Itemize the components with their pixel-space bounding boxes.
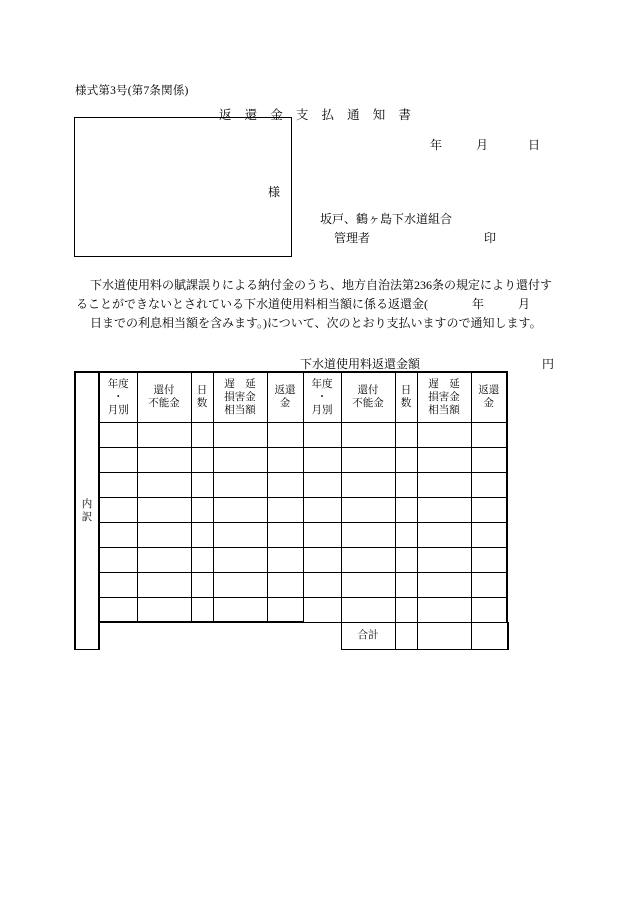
- cell-nissu-right[interactable]: [395, 522, 417, 547]
- cell-nissu-left[interactable]: [191, 447, 213, 472]
- cell-henkan-left[interactable]: [267, 597, 303, 622]
- cell-nendo-right[interactable]: [303, 547, 341, 572]
- cell-nendo-right[interactable]: [303, 522, 341, 547]
- addressee-suffix: 様: [268, 185, 281, 199]
- cell-henkan-left[interactable]: [267, 422, 303, 447]
- cell-kanpu-right[interactable]: [341, 597, 395, 622]
- header-chien-left-3: 相当額: [224, 404, 256, 416]
- breakdown-table: [74, 371, 509, 650]
- cell-nissu-left[interactable]: [191, 572, 213, 597]
- header-nissu-right-1: 日: [400, 385, 412, 397]
- table-row: [75, 572, 508, 597]
- refund-amount-unit: 円: [542, 357, 555, 371]
- cell-nendo-left[interactable]: [99, 497, 137, 522]
- cell-nissu-left[interactable]: [191, 522, 213, 547]
- cell-kanpu-left[interactable]: [137, 597, 191, 622]
- issue-date-year: 年: [430, 138, 443, 152]
- cell-kanpu-right[interactable]: [341, 447, 395, 472]
- header-henkan-right-2: 金: [483, 398, 494, 410]
- cell-nissu-right[interactable]: [395, 472, 417, 497]
- cell-nissu-right[interactable]: [395, 572, 417, 597]
- total-chien[interactable]: [471, 622, 507, 649]
- header-chien-left-1: 遅 延: [224, 378, 256, 390]
- table-row: [75, 522, 508, 547]
- cell-henkan-left[interactable]: [267, 547, 303, 572]
- body-line-3: 日までの利息相当額を含みます。)について、次のとおり支払いますので通知します。: [90, 316, 542, 330]
- header-chien-left: [213, 372, 267, 422]
- header-nendo-left-1: 年度: [107, 378, 129, 390]
- cell-henkan-left[interactable]: [267, 472, 303, 497]
- cell-kanpu-left[interactable]: [137, 422, 191, 447]
- cell-kanpu-right[interactable]: [341, 497, 395, 522]
- cell-chien-right[interactable]: [417, 422, 471, 447]
- cell-kanpu-right[interactable]: [341, 572, 395, 597]
- table-row: [75, 597, 508, 622]
- cell-nendo-left[interactable]: [99, 597, 137, 622]
- addressee-box: [74, 117, 292, 257]
- cell-nissu-right[interactable]: [395, 597, 417, 622]
- cell-nendo-right[interactable]: [303, 597, 341, 622]
- cell-nissu-left[interactable]: [191, 597, 213, 622]
- cell-nissu-right[interactable]: [395, 447, 417, 472]
- total-label-cell: 合計: [341, 622, 395, 649]
- cell-henkan-right[interactable]: [471, 522, 507, 547]
- header-nendo-right-2: ・: [316, 391, 328, 403]
- header-nissu-right: [395, 372, 417, 422]
- header-kanpu-left-2: 不能金: [148, 398, 180, 410]
- cell-nendo-left[interactable]: [99, 572, 137, 597]
- total-kanpu[interactable]: [395, 622, 417, 649]
- total-spacer-2: [137, 622, 191, 649]
- issuer-organization: 坂戸、鶴ヶ島下水道組合: [320, 212, 453, 226]
- cell-nissu-right[interactable]: [395, 422, 417, 447]
- header-nendo-right-1: 年度: [311, 378, 333, 390]
- cell-nissu-left[interactable]: [191, 422, 213, 447]
- header-kanpu-left-1: 還付: [153, 385, 175, 397]
- cell-nendo-right[interactable]: [303, 447, 341, 472]
- breakdown-label-char1: 内: [81, 498, 93, 510]
- header-nendo-right-3: 月別: [311, 404, 333, 416]
- cell-kanpu-left[interactable]: [137, 472, 191, 497]
- cell-kanpu-right[interactable]: [341, 472, 395, 497]
- table-header-row: [75, 372, 508, 422]
- body-line-2-text: ることができないとされている下水道使用料相当額に係る返還金(: [76, 297, 428, 311]
- table-row: [75, 497, 508, 522]
- cell-henkan-right[interactable]: [471, 447, 507, 472]
- cell-nendo-left[interactable]: [99, 447, 137, 472]
- cell-chien-right[interactable]: [417, 522, 471, 547]
- header-henkan-right: [471, 372, 507, 422]
- body-line-2-year: 年: [472, 297, 485, 311]
- cell-kanpu-right[interactable]: [341, 422, 395, 447]
- cell-chien-right[interactable]: [417, 597, 471, 622]
- cell-kanpu-right[interactable]: [341, 547, 395, 572]
- cell-henkan-right[interactable]: [471, 597, 507, 622]
- cell-kanpu-left[interactable]: [137, 497, 191, 522]
- issuer-role: 管理者: [334, 231, 371, 245]
- header-chien-left-2: 損害金: [224, 391, 256, 403]
- cell-nissu-left[interactable]: [191, 472, 213, 497]
- total-spacer-6: [303, 622, 341, 649]
- cell-henkan-left[interactable]: [267, 572, 303, 597]
- header-nendo-right: [303, 372, 341, 422]
- cell-henkan-right[interactable]: [471, 422, 507, 447]
- cell-nissu-left[interactable]: [191, 547, 213, 572]
- table-row: [75, 422, 508, 447]
- total-nissu[interactable]: [417, 622, 471, 649]
- total-henkan[interactable]: [507, 622, 508, 649]
- header-nendo-left-3: 月別: [107, 404, 129, 416]
- cell-henkan-right[interactable]: [471, 547, 507, 572]
- header-henkan-left-1: 返還: [274, 385, 296, 397]
- cell-chien-left[interactable]: [213, 597, 267, 622]
- header-nissu-right-2: 数: [400, 398, 412, 410]
- table-row: [75, 547, 508, 572]
- header-nendo-left-2: ・: [113, 391, 124, 403]
- cell-nendo-right[interactable]: [303, 422, 341, 447]
- cell-chien-right[interactable]: [417, 572, 471, 597]
- header-nissu-left-1: 日: [196, 385, 208, 397]
- body-line-1: 下水道使用料の賦課誤りによる納付金のうち、地方自治法第236条の規定により還付す: [90, 278, 553, 292]
- header-chien-right-2: 損害金: [428, 391, 460, 403]
- header-chien-right-3: 相当額: [428, 404, 460, 416]
- issuer-seal-mark: 印: [484, 231, 497, 245]
- header-henkan-left-2: 金: [279, 398, 291, 410]
- breakdown-label-char2: 訳: [81, 511, 93, 523]
- cell-nendo-left[interactable]: [99, 472, 137, 497]
- total-spacer-1: [99, 622, 137, 649]
- body-line-2-month: 月: [518, 297, 531, 311]
- cell-kanpu-left[interactable]: [137, 447, 191, 472]
- cell-henkan-right[interactable]: [471, 497, 507, 522]
- header-nissu-left-2: 数: [196, 398, 208, 410]
- header-nendo-left: [99, 372, 137, 422]
- cell-kanpu-left[interactable]: [137, 547, 191, 572]
- cell-chien-left[interactable]: [213, 422, 267, 447]
- form-number: 様式第3号(第7条関係): [75, 85, 189, 97]
- cell-nissu-right[interactable]: [395, 547, 417, 572]
- issue-date-day: 日: [528, 138, 541, 152]
- cell-chien-left[interactable]: [213, 547, 267, 572]
- cell-henkan-left[interactable]: [267, 522, 303, 547]
- header-chien-right: [417, 372, 471, 422]
- table-row: [75, 472, 508, 497]
- body-line-2: [76, 295, 554, 314]
- body-text: [76, 276, 554, 333]
- cell-chien-right[interactable]: [417, 447, 471, 472]
- header-kanpu-right: [341, 372, 395, 422]
- cell-chien-right[interactable]: [417, 497, 471, 522]
- cell-kanpu-right[interactable]: [341, 522, 395, 547]
- header-henkan-left: [267, 372, 303, 422]
- cell-nendo-left[interactable]: [99, 547, 137, 572]
- cell-nendo-right[interactable]: [303, 572, 341, 597]
- refund-amount-label: 下水道使用料返還金額: [300, 357, 421, 371]
- cell-henkan-right[interactable]: [471, 572, 507, 597]
- table-total-row: [75, 622, 508, 649]
- header-kanpu-right-1: 還付: [357, 385, 379, 397]
- cell-henkan-left[interactable]: [267, 447, 303, 472]
- breakdown-label-cell: [75, 372, 99, 649]
- cell-nissu-left[interactable]: [191, 497, 213, 522]
- header-henkan-right-1: 返還: [478, 385, 500, 397]
- header-kanpu-left: [137, 372, 191, 422]
- cell-nendo-right[interactable]: [303, 497, 341, 522]
- cell-chien-right[interactable]: [417, 547, 471, 572]
- issue-date-month: 月: [476, 138, 489, 152]
- issue-date-line: [430, 136, 580, 153]
- total-spacer-3: [191, 622, 213, 649]
- cell-kanpu-left[interactable]: [137, 572, 191, 597]
- cell-nendo-left[interactable]: [99, 422, 137, 447]
- cell-chien-left[interactable]: [213, 572, 267, 597]
- cell-chien-right[interactable]: [417, 472, 471, 497]
- cell-nissu-right[interactable]: [395, 497, 417, 522]
- cell-henkan-left[interactable]: [267, 497, 303, 522]
- cell-chien-left[interactable]: [213, 447, 267, 472]
- total-spacer-5: [267, 622, 303, 649]
- cell-chien-left[interactable]: [213, 472, 267, 497]
- cell-nendo-left[interactable]: [99, 522, 137, 547]
- cell-chien-left[interactable]: [213, 522, 267, 547]
- header-kanpu-right-2: 不能金: [352, 398, 384, 410]
- cell-henkan-right[interactable]: [471, 472, 507, 497]
- cell-chien-left[interactable]: [213, 497, 267, 522]
- document-title: 返 還 金 支 払 通 知 書: [219, 108, 416, 122]
- header-chien-right-1: 遅 延: [428, 378, 460, 390]
- cell-nendo-right[interactable]: [303, 472, 341, 497]
- table-row: [75, 447, 508, 472]
- cell-kanpu-left[interactable]: [137, 522, 191, 547]
- header-nissu-left: [191, 372, 213, 422]
- total-spacer-4: [213, 622, 267, 649]
